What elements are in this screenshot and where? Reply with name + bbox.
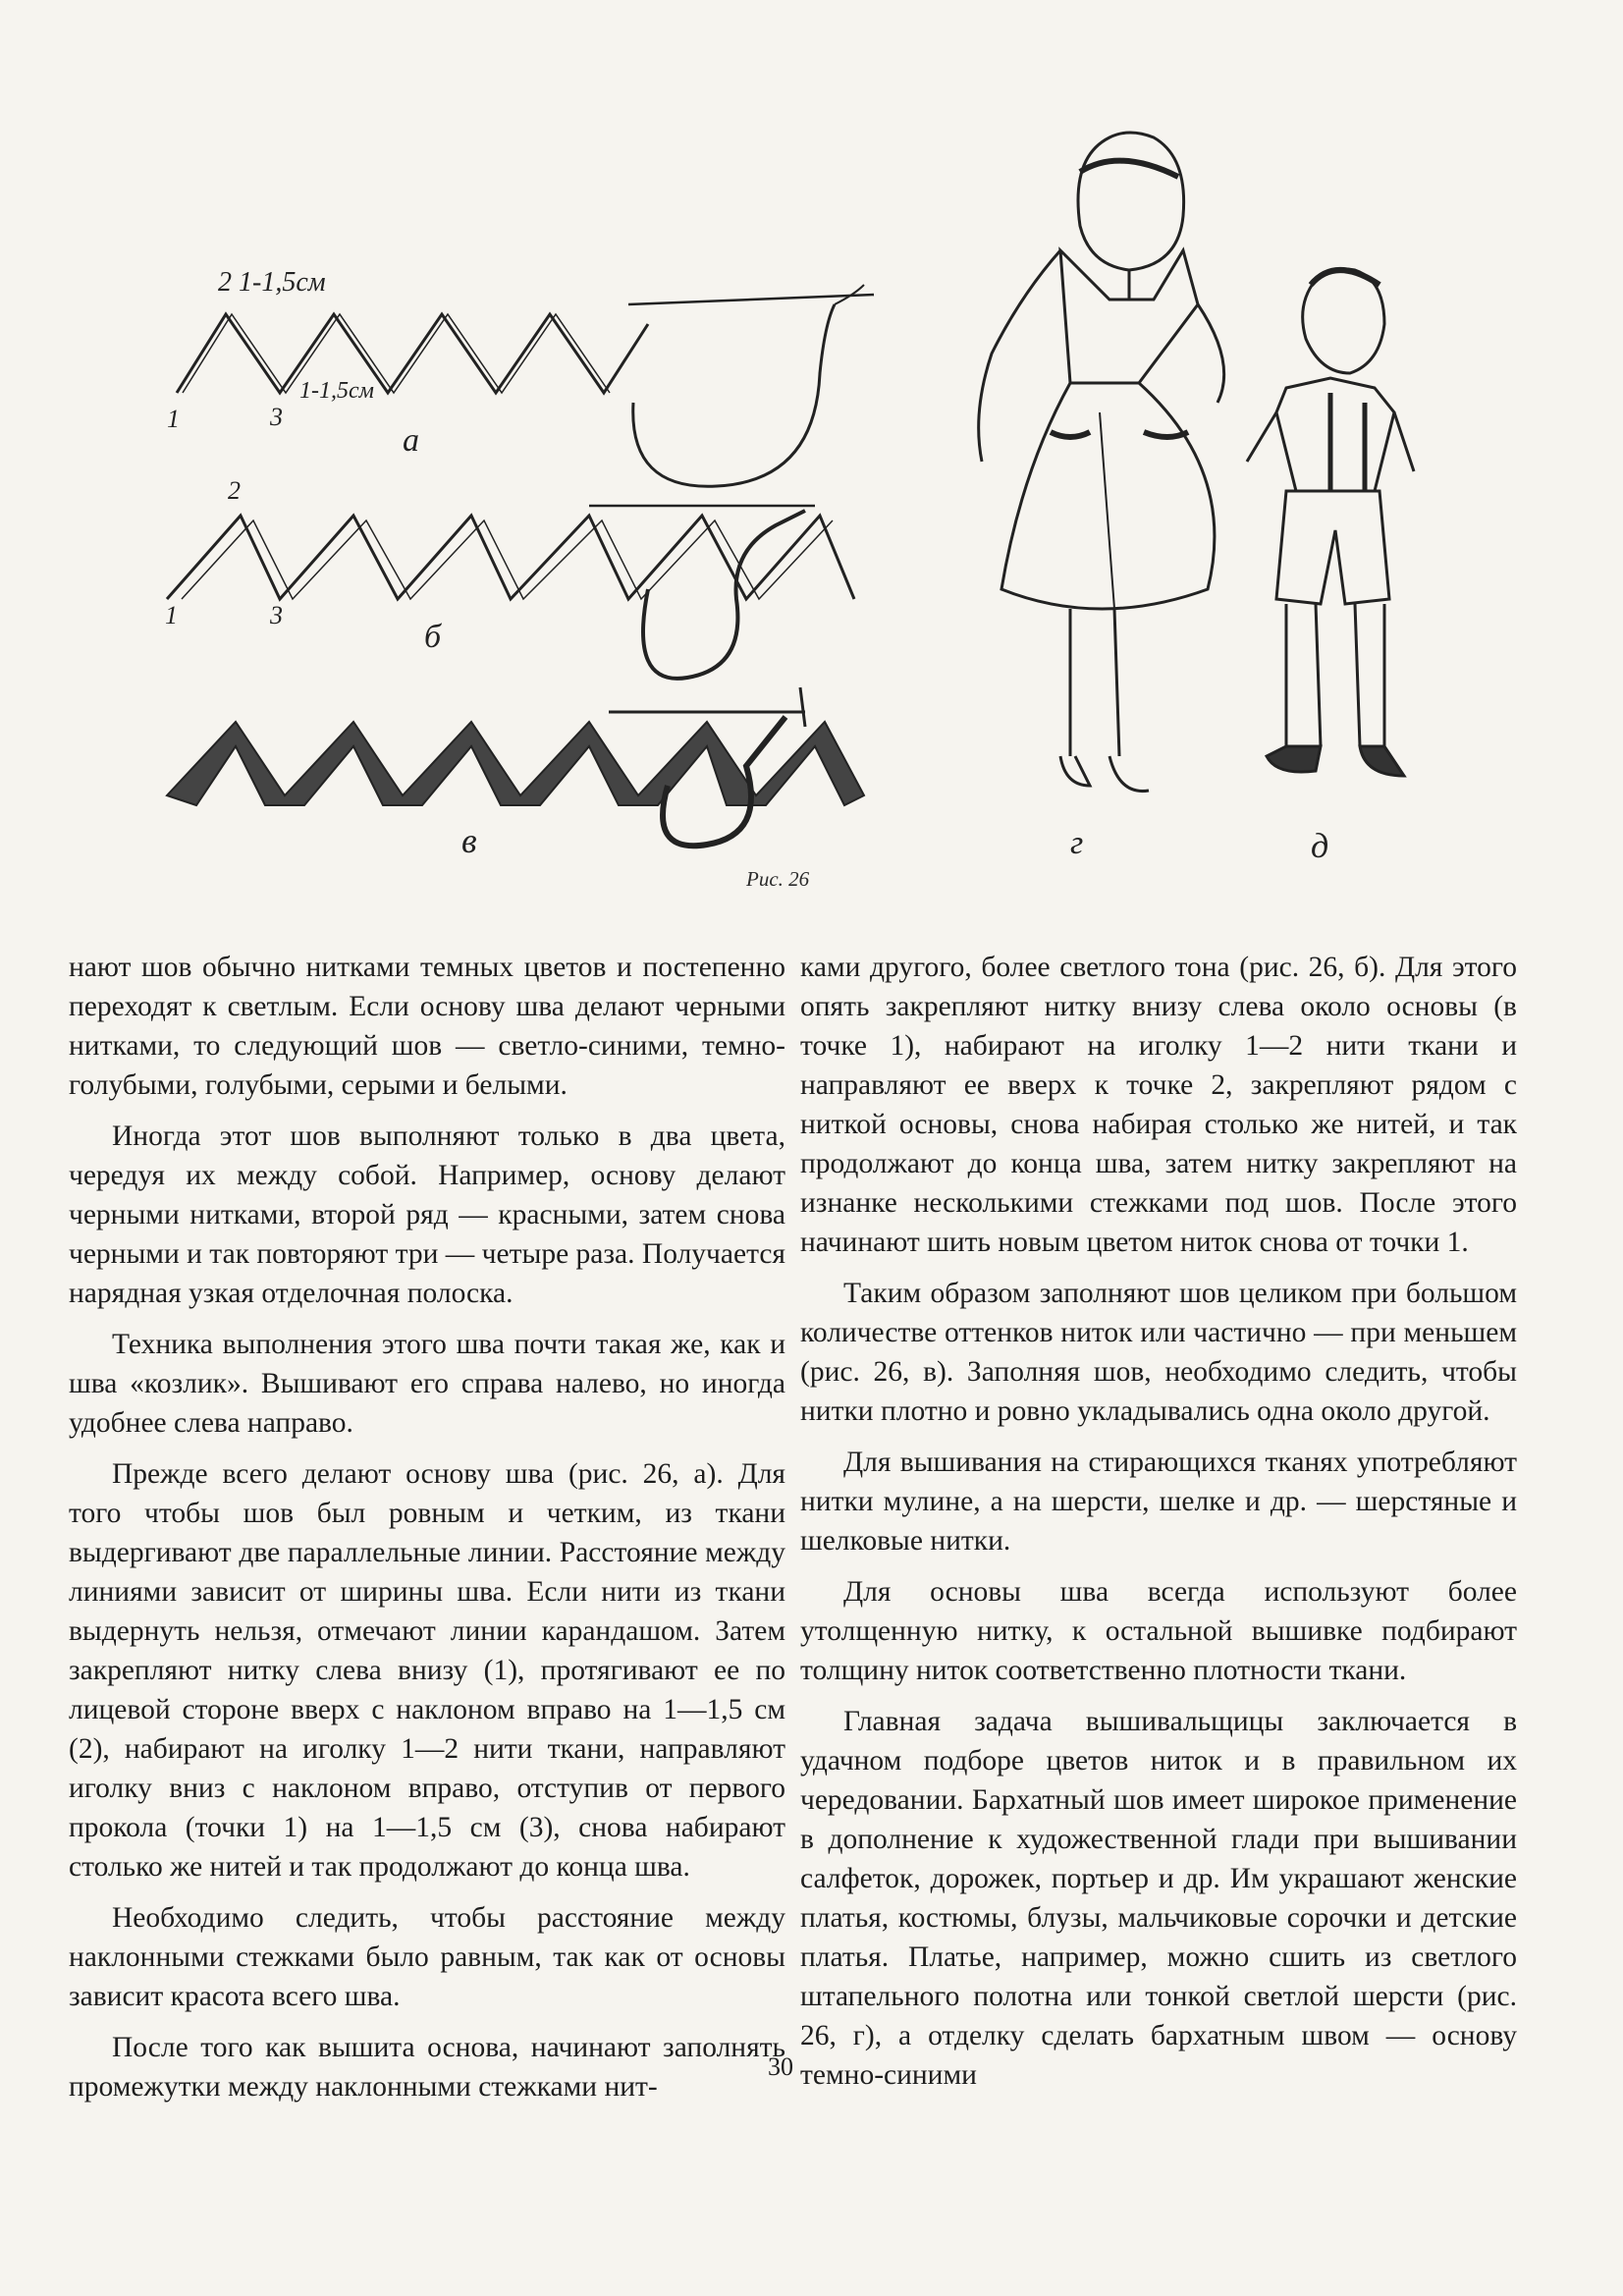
label-g-letter: г	[1070, 825, 1084, 861]
paragraph: Необходимо следить, чтобы расстояние между наклонными стежками было равным, так как от основы зависит красота всего шва.	[69, 1902, 785, 2012]
label-d-letter: д	[1311, 826, 1329, 865]
paragraph: Иногда этот шов выполняют только в два цвета, чередуя их между собой. Например, основу делают черными нитками, второй ряд — красными, затем снова черными и так повторяют три — четыре раза. Получается нарядная узкая отделочная полоска.	[69, 1121, 785, 1309]
label-a-letter: а	[403, 422, 419, 459]
boy-illustration	[1247, 269, 1414, 776]
page-number: 30	[768, 2052, 793, 2081]
label-b-point-2: 2	[228, 476, 241, 505]
stitch-diagram-v	[167, 687, 864, 846]
label-v-letter: в	[461, 821, 477, 860]
paragraph: Техника выполнения этого шва почти такая же, как и шва «козлик». Вышивают его справа налево, но иногда удобнее слева направо.	[69, 1329, 785, 1439]
paragraph: Для вышивания на стирающихся тканях употребляют нитки мулине, а на шерсти, шелке и др. — шерстяные и шелковые нитки.	[800, 1447, 1517, 1557]
label-b-point-1: 1	[165, 601, 178, 629]
label-b-point-3: 3	[270, 601, 283, 629]
stitch-diagram-a	[177, 285, 874, 486]
paragraph: Главная задача вышивальщицы заключается в удачном подборе цветов ниток и в правильном их чередовании. Бархатный шов имеет широкое применение в дополнение к художественной глади при вышивании салфеток, дорожек, портьер и др. Им украшают женские платья, костюмы, блузы, мальчиковые сорочки и детские платья. Платье, например, можно сшить из светлого штапельного полотна или тонкой светлой шерсти (рис. 26, г), а отделку сделать бархатным швом — основу темно-синими	[800, 1706, 1517, 2091]
label-a-dimension-top: 2 1-1,5см	[218, 267, 326, 298]
label-b-letter: б	[424, 619, 442, 655]
label-a-point-1: 1	[167, 405, 180, 433]
figure-caption: Рис. 26	[746, 867, 810, 891]
stitch-and-garment-illustration	[0, 0, 1623, 923]
label-a-point-3: 3	[270, 403, 283, 431]
right-text-column	[800, 948, 1517, 2106]
figure-26	[0, 0, 1623, 923]
paragraph: Таким образом заполняют шов целиком при большом количестве оттенков ниток или частично — при меньшем (рис. 26, в). Заполняя шов, необходимо следить, чтобы нитки плотно и ровно укладывались одна около другой.	[800, 1278, 1517, 1427]
woman-in-dress-illustration	[979, 133, 1224, 792]
left-text-column	[69, 948, 785, 2118]
paragraph: ками другого, более светлого тона (рис. 26, б). Для этого опять закрепляют нитку внизу слева около основы (в точке 1), набирают на иголку 1—2 нити ткани и направляют ее вверх к точке 2, закрепляют рядом с ниткой основы, снова набирая столько же нитей, и так продолжают до конца шва, затем нитку закрепляют на изнанке несколькими стежками под шов. После этого начинают шить новым цветом ниток снова от точки 1.	[800, 952, 1517, 1258]
paragraph: Для основы шва всегда используют более утолщенную нитку, к остальной вышивке подбирают толщину ниток соответственно плотности ткани.	[800, 1576, 1517, 1686]
label-a-dimension-mid: 1-1,5см	[299, 378, 374, 404]
paragraph: нают шов обычно нитками темных цветов и постепенно переходят к светлым. Если основу шва делают черными нитками, то следующий шов — светло-синими, темно-голубыми, голубыми, серыми и белыми.	[69, 952, 785, 1101]
paragraph: После того как вышита основа, начинают заполнять промежутки между наклонными стежками нит-	[69, 2032, 785, 2103]
paragraph: Прежде всего делают основу шва (рис. 26, а). Для того чтобы шов был ровным и четким, из ткани выдергивают две параллельные линии. Расстояние между линиями зависит от ширины шва. Если нити из ткани выдернуть нельзя, отмечают линии карандашом. Затем закрепляют нитку слева внизу (1), протягивают ее по лицевой стороне вверх с наклоном вправо на 1—1,5 см (2), набирают на иголку 1—2 нити ткани, направляют иголку вниз с наклоном вправо, отступив от первого прокола (точки 1) на 1—1,5 см (3), снова набирают столько же нитей и так продолжают до конца шва.	[69, 1458, 785, 1883]
stitch-diagram-b	[167, 506, 854, 679]
